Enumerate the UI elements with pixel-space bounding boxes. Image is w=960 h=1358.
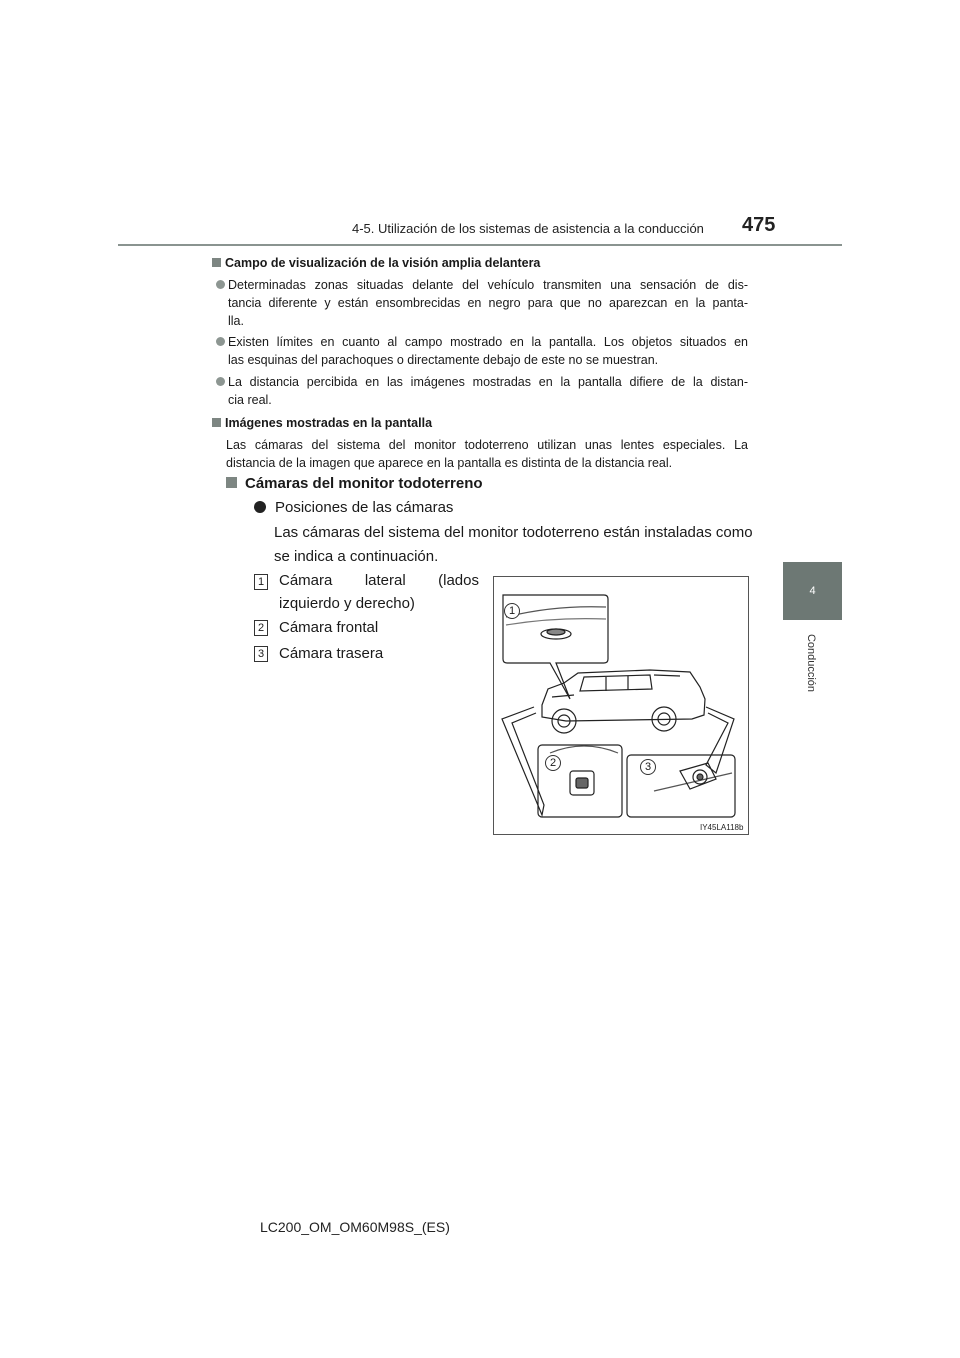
bullet-item: Determinadas zonas situadas delante del vehículo transmiten una sensación de dis- tancia diferente y están ensombrecidas en negro para que no aparezcan en la panta- lla. <box>228 276 748 330</box>
square-bullet-icon <box>226 477 237 488</box>
vehicle-camera-illustration <box>494 577 748 834</box>
chapter-label: Conducción <box>805 633 817 693</box>
callout-1: 1 <box>504 603 520 619</box>
number-badge: 1 <box>254 574 268 590</box>
running-header: 4-5. Utilización de los sistemas de asistencia a la conducción <box>352 221 704 236</box>
callout-3: 3 <box>640 759 656 775</box>
section-heading: Imágenes mostradas en la pantalla <box>212 416 432 430</box>
number-badge: 2 <box>254 620 268 636</box>
document-footer: LC200_OM_OM60M98S_(ES) <box>260 1219 450 1235</box>
camera-positions-figure <box>493 576 749 835</box>
callout-2: 2 <box>545 755 561 771</box>
camera-item-side: Cámara lateral (lados izquierdo y derecho) <box>279 572 479 612</box>
number-badge: 3 <box>254 646 268 662</box>
camera-item-front: Cámara frontal <box>279 619 379 636</box>
page-number: 475 <box>742 214 776 236</box>
chapter-number: 4 <box>809 585 816 597</box>
chapter-tab <box>783 562 842 620</box>
round-bullet-icon <box>216 280 225 289</box>
square-bullet-icon <box>212 418 221 427</box>
intro-paragraph: Las cámaras del sistema del monitor todoterreno están instaladas como se indica a continuación. <box>274 524 753 565</box>
round-bullet-icon <box>216 337 225 346</box>
section-heading: Campo de visualización de la visión amplia delantera <box>212 256 540 270</box>
bullet-item: Existen límites en cuanto al campo mostrado en la pantalla. Los objetos situados en las esquinas del parachoques o directamente debajo de este no se muestran. <box>228 333 748 369</box>
round-bullet-icon <box>254 501 266 513</box>
round-bullet-icon <box>216 377 225 386</box>
square-bullet-icon <box>212 258 221 267</box>
main-heading: Cámaras del monitor todoterreno <box>226 475 483 492</box>
header-rule <box>118 244 842 246</box>
sub-heading: Posiciones de las cámaras <box>254 499 453 516</box>
figure-code: IY45LA118b <box>700 823 744 832</box>
camera-item-rear: Cámara trasera <box>279 645 384 662</box>
section-paragraph: Las cámaras del sistema del monitor todoterreno utilizan unas lentes especiales. La distancia de la imagen que aparece en la pantalla es distinta de la distancia real. <box>226 438 748 470</box>
bullet-item: La distancia percibida en las imágenes mostradas en la pantalla difiere de la distan- cia real. <box>228 373 748 409</box>
